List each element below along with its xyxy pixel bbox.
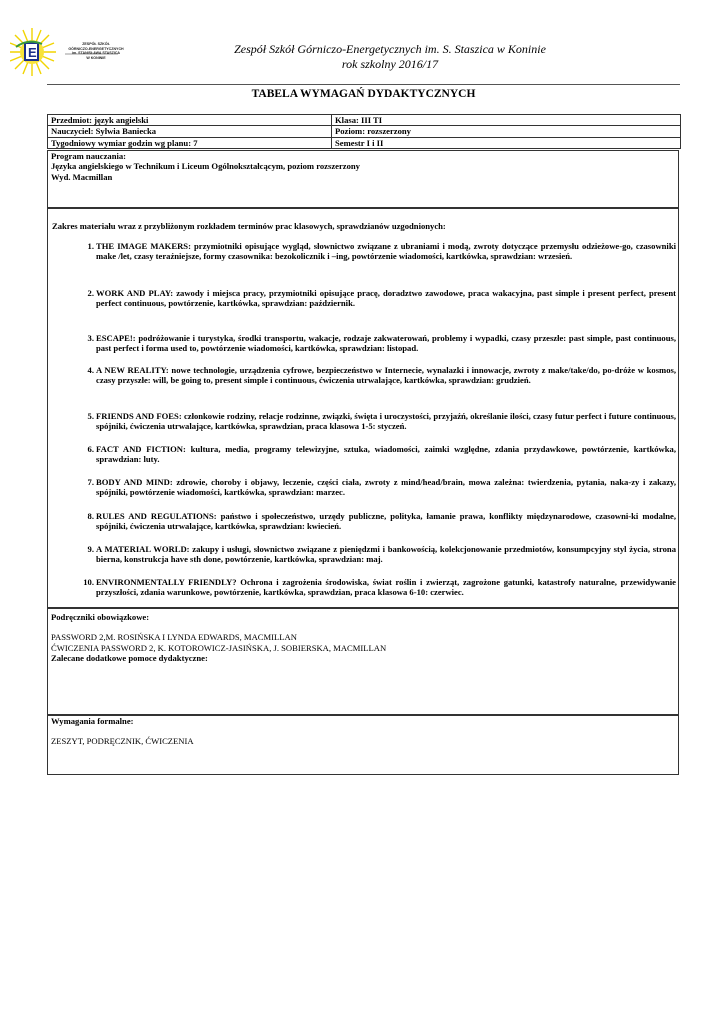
header-divider — [47, 84, 680, 85]
logo-text-line: GÓRNICZO-ENERGETYCZNYCH — [68, 46, 124, 51]
school-name: Zespół Szkół Górniczo-Energetycznych im. S. Staszica w Koninie — [234, 42, 546, 56]
program-section — [47, 150, 679, 208]
item-number: 10. — [83, 577, 94, 587]
svg-text:E: E — [28, 45, 37, 60]
teacher-cell: Nauczyciel: Sylwia Baniecka — [48, 126, 332, 137]
item-text: FRIENDS AND FOES: członkowie rodziny, relacje rodzinne, związki, święta i uroczystości, przyjaźń, określanie ilości, czasy futur perfect i future continuous, spójniki, ćwiczenia utrwalające, kartkówka, sprawdzian, praca klasowa 1-5: styczeń. — [96, 411, 676, 432]
list-item — [87, 333, 676, 354]
textbooks-section — [47, 608, 679, 715]
textbook-line: PASSWORD 2,M. ROSIŃSKA I LYNDA EDWARDS, MACMILLAN — [51, 632, 297, 643]
list-item — [87, 511, 676, 532]
item-number: 5. — [87, 411, 94, 421]
list-item — [87, 288, 676, 309]
logo-text-line: im. STANISŁAWA STASZICA — [71, 51, 121, 56]
list-item — [87, 477, 676, 498]
item-number: 2. — [87, 288, 94, 298]
item-number: 3. — [87, 333, 94, 343]
level-cell: Poziom: rozszerzony — [332, 126, 681, 137]
logo-caption — [66, 42, 126, 60]
scope-section — [47, 208, 679, 608]
textbook-line: ĆWICZENIA PASSWORD 2, K. KOTOROWICZ-JASIŃSKA, J. SOBIERSKA, MACMILLAN — [51, 642, 387, 653]
school-header — [180, 42, 600, 72]
formal-section — [47, 715, 679, 775]
item-text: ESCAPE!: podróżowanie i turystyka, środki transportu, wakacje, rodzaje zakwaterowań, problemy i wypadki, czasy przeszłe: past simple, past continuous, past perfect i forma used to, powtórzenie wiadomości, kartkówka, sprawdzian: listopad. — [96, 333, 676, 354]
item-text: BODY AND MIND: zdrowie, choroby i objawy, leczenie, części ciała, zwroty z mind/head/brain, mowa zależna: twierdzenia, pytania, naka-zy i zakazy, spójniki, powtórzenie wiadomości, kartkówka, sprawdzian: marzec. — [96, 477, 676, 498]
list-item — [87, 365, 676, 386]
item-text: ENVIRONMENTALLY FRIENDLY? Ochrona i zagrożenia środowiska, świat roślin i zwierząt, zagrożone gatunki, katastrofy naturalne, przewidywanie przyszłości, zdania warunkowe, powtórzenie, kartkówka, sprawdzian, praca klasowa 6-10: czerwiec. — [96, 577, 676, 598]
semester-cell: Semestr I i II — [332, 137, 681, 148]
document-title: TABELA WYMAGAŃ DYDAKTYCZNYCH — [251, 88, 476, 100]
formal-label: Wymagania formalne: — [51, 716, 134, 726]
item-number: 9. — [87, 544, 94, 554]
school-year: rok szkolny 2016/17 — [341, 57, 439, 71]
class-cell: Klasa: III TI — [332, 115, 681, 126]
extra-aids-label: Zalecane dodatkowe pomoce dydaktyczne: — [51, 653, 208, 664]
formal-value: ZESZYT, PODRĘCZNIK, ĆWICZENIA — [51, 736, 194, 747]
item-text: A MATERIAL WORLD: zakupy i usługi, słownictwo związane z pieniędzmi i bankowością, kolekcjonowanie przedmiotów, konsumpcyjny styl życia, strona bierna, konstrukcja have sth done, powtórzenie, kartkówka, sprawdzian: maj. — [96, 544, 676, 565]
item-number: 6. — [87, 444, 94, 454]
logo-text-line: W KONINIE — [86, 55, 106, 60]
item-text: FACT AND FICTION: kultura, media, programy telewizyjne, sztuka, wiadomości, zaimki względne, zdania przydawkowe, powtórzenie, kartkówka, sprawdzian: luty. — [96, 444, 676, 465]
item-number: 7. — [87, 477, 94, 487]
item-number: 8. — [87, 511, 94, 521]
info-table — [47, 114, 681, 149]
program-publisher: Wyd. Macmillan — [51, 171, 113, 182]
item-text: WORK AND PLAY: zawody i miejsca pracy, przymiotniki opisujące pracę, doradztwo zawodowe, praca wakacyjna, past simple i present perfect, present perfect continuous, powtórzenie, kartkówka, sprawdzian: październik. — [96, 288, 676, 309]
item-text: RULES AND REGULATIONS: państwo i społeczeństwo, urzędy publiczne, polityka, łamanie prawa, konflikty międzynarodowe, czasowni-ki modalne, spójniki, ćwiczenia utrwalające, kartkówka, sprawdzian: kwiecień. — [96, 511, 676, 532]
list-item — [83, 577, 676, 598]
list-item — [87, 411, 676, 432]
list-item — [87, 241, 676, 262]
item-text: THE IMAGE MAKERS: przymiotniki opisujące wygląd, słownictwo związane z ubraniami i modą, zwroty dotyczące przemysłu odzieżowe-go, czasowniki make /let, czasy teraźniejsze, formy czasownika: bezokolicznik i –ing, powtórzenie wiadomości, kartkówka, sprawdzian: wrzesień. — [96, 241, 676, 262]
item-number: 1. — [87, 241, 94, 251]
textbooks-label: Podręczniki obowiązkowe: — [51, 612, 150, 622]
program-name: Języka angielskiego w Technikum i Liceum Ogólnokształcącym, poziom rozszerzony — [51, 161, 360, 172]
subject-cell: Przedmiot: język angielski — [48, 115, 332, 126]
item-number: 4. — [87, 365, 94, 375]
list-item — [87, 444, 676, 465]
item-text: A NEW REALITY: nowe technologie, urządzenia cyfrowe, bezpieczeństwo w Internecie, wynalazki i innowacje, zwroty z make/take/do, po-dróże w kosmos, czasy przyszłe: will, be going to, present simple i continuous, ćwiczenia utrwalające, kartkówka, sprawdzian: grudzień. — [96, 365, 676, 386]
logo-text-line: ZESPÓŁ SZKÓŁ — [82, 42, 110, 46]
program-label: Program nauczania: — [51, 151, 127, 161]
scope-intro: Zakres materiału wraz z przybliżonym rozkładem terminów prac klasowych, sprawdzianów uzgodnionych: — [52, 221, 446, 231]
hours-cell: Tygodniowy wymiar godzin wg planu: 7 — [48, 137, 332, 148]
list-item — [87, 544, 676, 565]
